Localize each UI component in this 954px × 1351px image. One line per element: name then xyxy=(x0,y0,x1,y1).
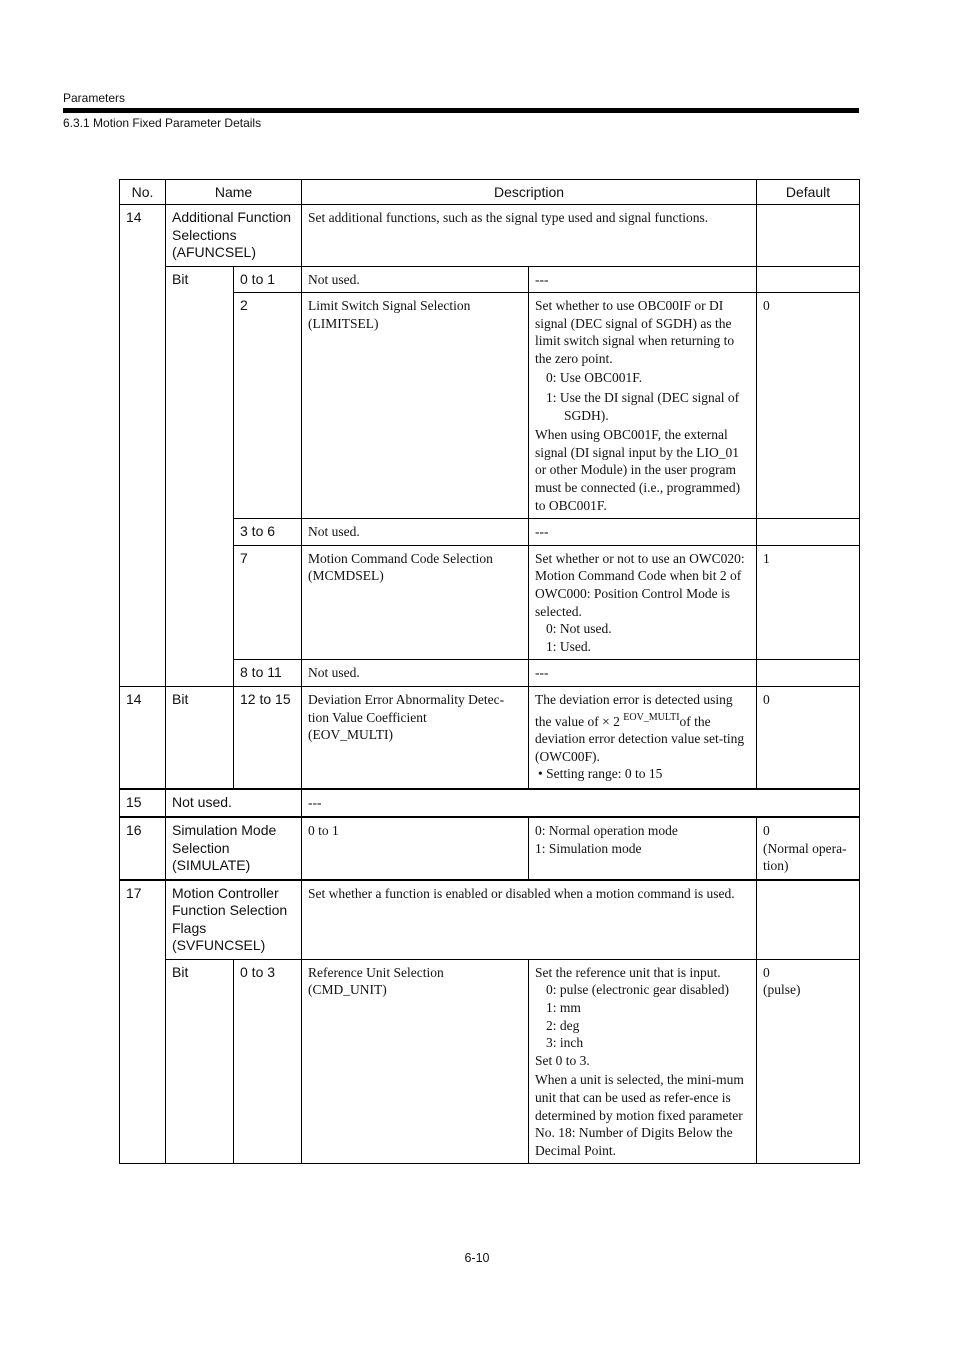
bit-description: Set whether to use OBC00IF or DI signal (DEC signal of SGDH) as the limit switch signal when returning to the zero point. 0: Use OBC001F. 1: Use the DI signal (DEC signal of SGDH). When using OBC001F, the external signal (DI signal input by the LIO_01 or other Module) in the user program must be connected (i.e., programmed) to OBC001F. xyxy=(529,293,757,519)
table-row xyxy=(120,205,860,267)
table-row xyxy=(120,880,860,960)
bit-default: 0 xyxy=(757,686,860,789)
param-description: --- xyxy=(302,789,860,817)
bit-name: Deviation Error Abnormality Detec- tion Value Coefficient (EOV_MULTI) xyxy=(302,686,529,789)
param-no: 17 xyxy=(120,880,166,960)
param-description: 0: Normal operation mode 1: Simulation mode xyxy=(529,817,757,880)
table-row xyxy=(120,817,860,880)
param-default xyxy=(757,880,860,960)
param-range: 0 to 1 xyxy=(302,817,529,880)
bit-number: 3 to 6 xyxy=(234,519,302,546)
header-name: Name xyxy=(166,180,302,205)
bit-label: Bit xyxy=(166,686,234,789)
bit-name: Not used. xyxy=(302,266,529,293)
section-title: Parameters xyxy=(63,91,126,105)
bit-number: 0 to 1 xyxy=(234,266,302,293)
table-row xyxy=(120,959,860,1164)
bit-label: Bit xyxy=(166,266,234,293)
param-description: Set whether a function is enabled or disabled when a motion command is used. xyxy=(302,880,757,960)
table-row xyxy=(120,789,860,817)
param-name: Simulation Mode Selection (SIMULATE) xyxy=(166,817,302,880)
header-rule xyxy=(63,108,859,113)
param-no: 14 xyxy=(120,686,166,789)
bit-number: 12 to 15 xyxy=(234,686,302,789)
param-no: 14 xyxy=(120,205,166,267)
subsection-title: 6.3.1 Motion Fixed Parameter Details xyxy=(63,116,262,130)
bit-number: 7 xyxy=(234,545,302,660)
header-default: Default xyxy=(757,180,860,205)
bit-description: --- xyxy=(529,660,757,687)
bit-name: Limit Switch Signal Selection (LIMITSEL) xyxy=(302,293,529,519)
table-header-row xyxy=(120,180,860,205)
bit-name: Reference Unit Selection (CMD_UNIT) xyxy=(302,959,529,1164)
table-row xyxy=(120,660,860,687)
param-name: Motion Controller Function Selection Flags (SVFUNCSEL) xyxy=(166,880,302,960)
bit-default: 1 xyxy=(757,545,860,660)
param-name: Not used. xyxy=(166,789,302,817)
bit-number: 8 to 11 xyxy=(234,660,302,687)
bit-label: Bit xyxy=(166,959,234,1164)
param-name: Additional Function Selections (AFUNCSEL) xyxy=(166,205,302,267)
bit-name: Motion Command Code Selection (MCMDSEL) xyxy=(302,545,529,660)
table-row xyxy=(120,686,860,789)
table-row xyxy=(120,293,860,519)
param-description: Set additional functions, such as the signal type used and signal functions. xyxy=(302,205,757,267)
param-no: 16 xyxy=(120,817,166,880)
table-row xyxy=(120,519,860,546)
bit-number: 2 xyxy=(234,293,302,519)
bit-description: --- xyxy=(529,266,757,293)
bit-number: 0 to 3 xyxy=(234,959,302,1164)
bit-description: --- xyxy=(529,519,757,546)
bit-default: 0 xyxy=(757,293,860,519)
bit-description: Set the reference unit that is input. 0: pulse (electronic gear disabled) 1: mm 2: deg 3: inch Set 0 to 3. When a unit is selected, the mini-mum unit that can be used as refer-ence is determined by motion fixed parameter No. 18: Number of Digits Below the Decimal Point. xyxy=(529,959,757,1164)
bit-name: Not used. xyxy=(302,519,529,546)
parameter-table xyxy=(119,179,860,1164)
header-no: No. xyxy=(120,180,166,205)
page-number: 6-10 xyxy=(464,1251,490,1265)
table-row xyxy=(120,266,860,293)
param-default xyxy=(757,205,860,267)
param-default: 0 (Normal opera- tion) xyxy=(757,817,860,880)
param-no: 15 xyxy=(120,789,166,817)
bit-name: Not used. xyxy=(302,660,529,687)
bit-default: 0 (pulse) xyxy=(757,959,860,1164)
table-row xyxy=(120,545,860,660)
bit-description: The deviation error is detected using the value of × 2 $^{EOV\_MULTI}$of the deviation error detection value set-ting (OWC00F). • Setting range: 0 to 15 xyxy=(529,686,757,789)
bit-description: Set whether or not to use an OWC020: Motion Command Code when bit 2 of OWC000: Position Control Mode is selected. 0: Not used. 1: Used. xyxy=(529,545,757,660)
header-description: Description xyxy=(302,180,757,205)
